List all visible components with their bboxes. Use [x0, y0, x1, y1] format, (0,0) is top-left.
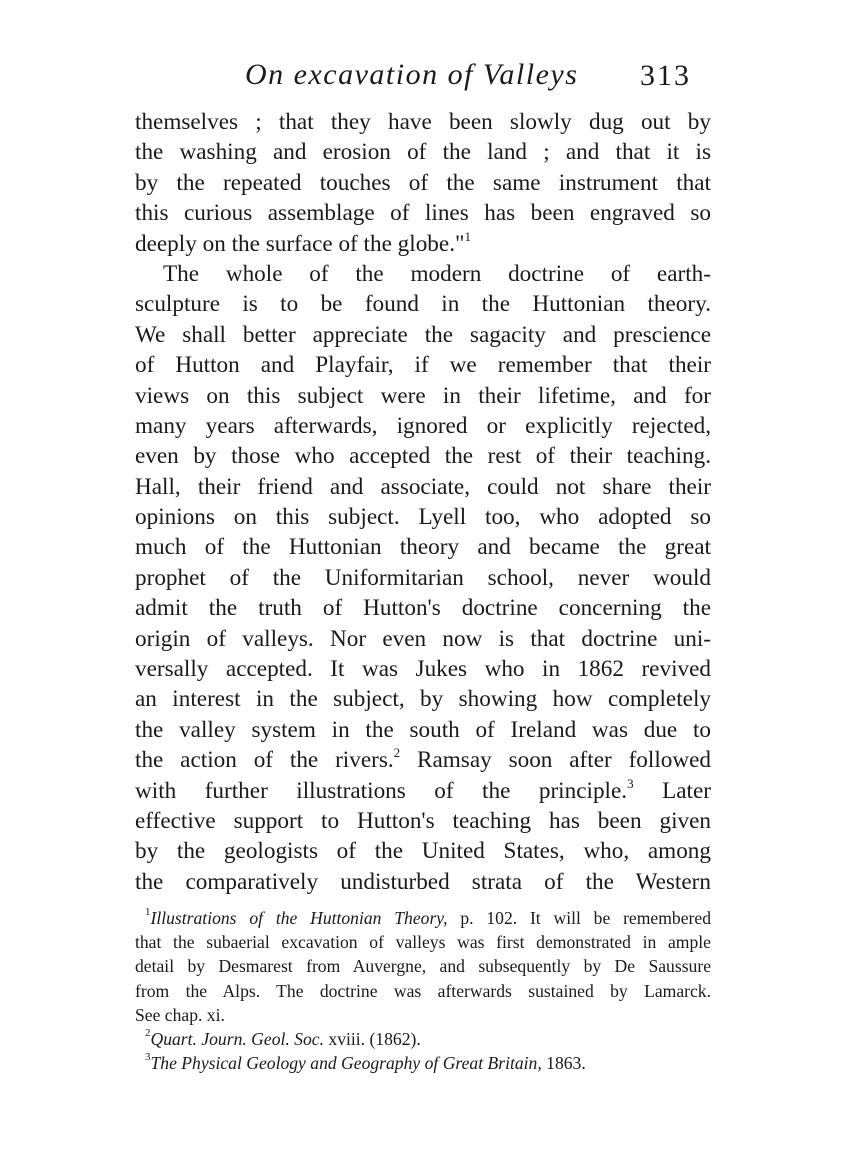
text-fragment: Later	[662, 777, 711, 804]
footnote-mark: 3	[145, 1051, 151, 1064]
footnote-line: detail by Desmarest from Auvergne, and subsequently by De Saussure	[135, 956, 711, 977]
page-header	[0, 58, 850, 98]
footnote-text: p. 102. It will be remembered	[460, 908, 711, 928]
text-line	[135, 229, 711, 259]
footnote-3	[135, 1051, 711, 1075]
text-line: by the repeated touches of the same instrument that	[135, 169, 711, 196]
footnote-line: See chap. xi.	[135, 1004, 225, 1025]
footnote-citation: Illustrations of the Huttonian Theory,	[150, 908, 448, 928]
footnote-citation: The Physical Geology and Geography of Great Britain,	[150, 1053, 542, 1074]
text-line: of Hutton and Playfair, if we remember that their	[135, 352, 711, 379]
text-line: effective support to Hutton's teaching has been given	[135, 807, 711, 834]
body-text	[135, 107, 711, 897]
text-line: an interest in the subject, by showing how completely	[135, 686, 711, 713]
footnote-mark: 2	[145, 1026, 151, 1039]
footnote-mark: 1	[145, 906, 151, 918]
running-title: On excavation of Valleys	[245, 58, 579, 91]
text-line: prophet of the Uniformitarian school, never would	[135, 564, 711, 591]
text-line: opinions on this subject. Lyell too, who adopted so	[135, 504, 711, 531]
footnotes	[135, 906, 711, 1075]
footnote-1	[135, 906, 711, 930]
footnote-ref: 3	[627, 775, 634, 791]
text-line: sculpture is to be found in the Huttonian theory.	[135, 291, 711, 318]
text-line: the washing and erosion of the land ; and that it is	[135, 139, 711, 166]
footnote-citation: Quart. Journ. Geol. Soc.	[150, 1028, 324, 1049]
text-fragment: Ramsay soon after followed	[417, 747, 711, 774]
footnote-text: xviii. (1862).	[328, 1028, 421, 1049]
text-line: by the geologists of the United States, who, among	[135, 838, 711, 865]
text-line: many years afterwards, ignored or explicitly rejected,	[135, 412, 711, 439]
text-line: The whole of the modern doctrine of earth-	[163, 260, 711, 287]
text-line: admit the truth of Hutton's doctrine concerning the	[135, 595, 711, 622]
text-line: origin of valleys. Nor even now is that doctrine uni-	[135, 625, 711, 652]
text-line	[135, 776, 711, 806]
footnote-text: 1863.	[546, 1053, 586, 1074]
text-line: this curious assemblage of lines has been engraved so	[135, 200, 711, 227]
text-line: Hall, their friend and associate, could not share their	[135, 473, 711, 500]
page-number: 313	[640, 59, 691, 92]
footnote-ref: 2	[393, 745, 401, 761]
footnote-2	[135, 1027, 711, 1051]
text-line: even by those who accepted the rest of their teaching.	[135, 443, 711, 470]
text-fragment: the action of the rivers.	[135, 747, 394, 774]
footnote-ref: 1	[464, 228, 471, 244]
footnote-line: that the subaerial excavation of valleys was first demonstrated in ample	[135, 932, 711, 953]
text-fragment: with further illustrations of the principle.	[135, 777, 628, 804]
text-fragment: deeply on the surface of the globe."	[135, 230, 465, 257]
text-line: the valley system in the south of Ireland was due to	[135, 716, 711, 743]
text-line: views on this subject were in their lifetime, and for	[135, 382, 711, 409]
footnote-line: from the Alps. The doctrine was afterwards sustained by Lamarck.	[135, 980, 711, 1001]
text-line: much of the Huttonian theory and became the great	[135, 534, 711, 561]
text-line: We shall better appreciate the sagacity and prescience	[135, 321, 711, 348]
text-line	[135, 745, 711, 775]
text-line: themselves ; that they have been slowly dug out by	[135, 109, 711, 135]
text-line: the comparatively undisturbed strata of the Western	[135, 868, 711, 895]
text-line: versally accepted. It was Jukes who in 1862 revived	[135, 656, 711, 683]
